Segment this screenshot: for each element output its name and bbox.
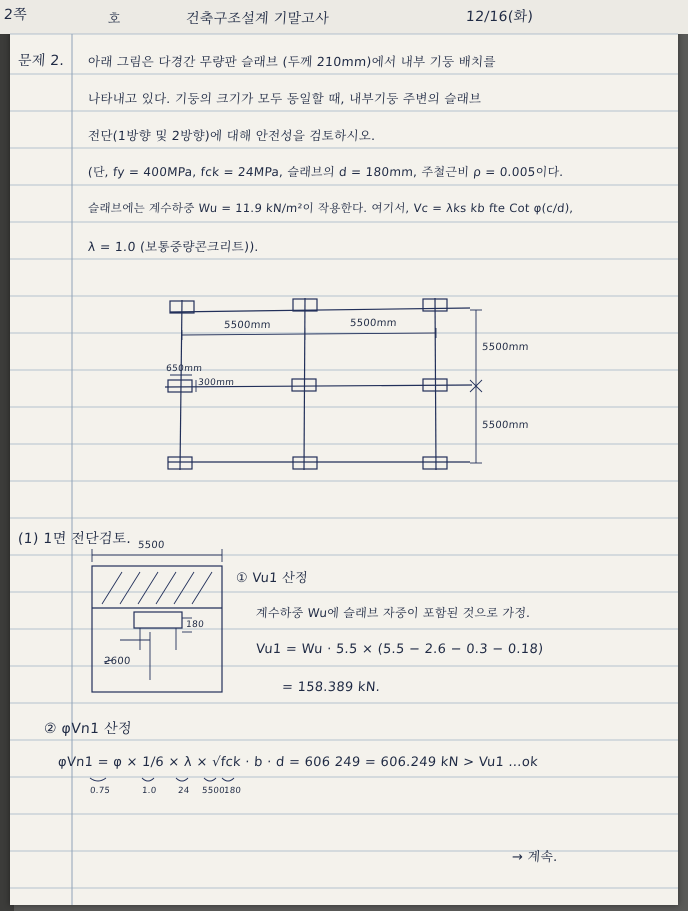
column-depth-label: 300mm xyxy=(197,378,235,388)
exam-title: 건축구조설계 기말고사 xyxy=(185,11,330,27)
problem-number: 문제 2. xyxy=(17,53,65,69)
formula-braces xyxy=(90,778,234,781)
sub-b: 5500 xyxy=(201,786,226,796)
dim-span-3: 5500mm xyxy=(481,342,530,353)
part1-heading: (1) 1면 전단검토. xyxy=(17,531,132,547)
sub-lambda: 1.0 xyxy=(141,786,157,796)
problem-line-4: (단, fy = 400MPa, fck = 24MPa, 슬래브의 d = 180mm, 주철근비 ρ = 0.005이다. xyxy=(87,165,564,179)
step2-title: ② φVn1 산정 xyxy=(43,721,133,737)
page-number: 2쪽 xyxy=(3,7,28,23)
column-width-label: 650mm xyxy=(165,364,203,374)
problem-line-3: 전단(1방향 및 2방향)에 대해 안전성을 검토하시오. xyxy=(87,128,377,143)
number-label: 호 xyxy=(107,12,122,27)
exam-date: 12/16(화) xyxy=(465,9,534,25)
column xyxy=(423,457,447,469)
problem-line-6: λ = 1.0 (보통중량콘크리트)). xyxy=(87,239,260,254)
step1-line2: Vu1 = Wu · 5.5 × (5.5 − 2.6 − 0.3 − 0.18) xyxy=(255,642,544,657)
sub-fck: 24 xyxy=(177,786,190,796)
sub-phi: 0.75 xyxy=(89,786,111,796)
dim-span-1: 5500mm xyxy=(223,320,272,331)
step1-line3: = 158.389 kN. xyxy=(281,680,381,695)
sub-d: 180 xyxy=(223,786,242,796)
sketch-d-label: 180 xyxy=(185,620,205,630)
continue-note: → 계속. xyxy=(511,850,559,865)
problem-line-1: 아래 그림은 다경간 무량판 슬래브 (두께 210mm)에서 내부 기둥 배치를 xyxy=(87,54,497,69)
step1-title: ① Vu1 산정 xyxy=(235,571,309,586)
sketch-dist-label: 2600 xyxy=(103,656,132,667)
problem-line-2: 나타내고 있다. 기둥의 크기가 모두 동일할 때, 내부기둥 주변의 슬래브 xyxy=(87,91,483,106)
step2-formula: φVn1 = φ × 1/6 × λ × √fck · b · d = 606 249 = 606.249 kN > Vu1 ...ok xyxy=(57,755,539,770)
dim-span-2: 5500mm xyxy=(349,318,398,329)
step1-line1: 계수하중 Wu에 슬래브 자중이 포함된 것으로 가정. xyxy=(255,606,531,620)
sketch-width-label: 5500 xyxy=(137,540,166,551)
dim-span-4: 5500mm xyxy=(481,420,530,431)
problem-line-5: 슬래브에는 계수하중 Wu = 11.9 kN/m²이 작용한다. 여기서, Vc = λks kb fte Cot φ(c/d), xyxy=(87,201,575,215)
column xyxy=(293,457,317,469)
column xyxy=(168,380,192,392)
